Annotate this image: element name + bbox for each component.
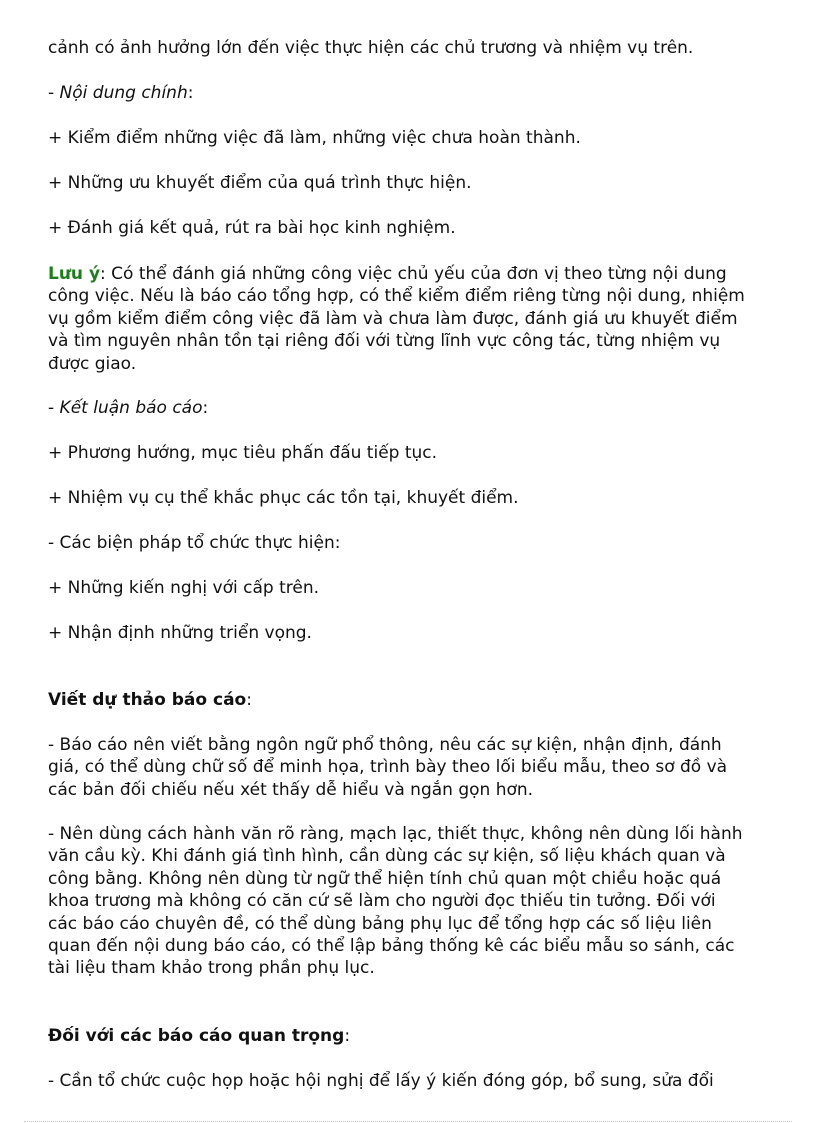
paragraph-line: giá, có thể dùng chữ số để minh họa, trình bày theo lối biểu mẫu, theo sơ đồ và [48, 757, 728, 778]
prefix: - [48, 398, 60, 418]
note-line: vụ gồm kiểm điểm công việc đã làm và chưa làm được, đánh giá ưu khuyết điểm [48, 308, 738, 329]
note-line [48, 263, 778, 285]
list-item: + Nhiệm vụ cụ thể khắc phục các tồn tại, khuyết điểm. [48, 488, 519, 508]
suffix: : [187, 83, 194, 103]
note-line: được giao. [48, 353, 137, 374]
paragraph-line: quan đến nội dung báo cáo, có thể lập bảng thống kê các biểu mẫu so sánh, các [48, 936, 735, 957]
conclusion-label [48, 397, 778, 419]
note-line: và tìm nguyên nhân tồn tại riêng đối với từng lĩnh vực công tác, từng nhiệm vụ [48, 331, 721, 352]
list-item: + Phương hướng, mục tiêu phấn đấu tiếp tục. [48, 443, 438, 463]
list-item: - Các biện pháp tổ chức thực hiện: [48, 533, 341, 553]
heading-text: Đối với các báo cáo quan trọng [48, 1026, 345, 1046]
paragraph-line: - Cần tổ chức cuộc họp hoặc hội nghị để lấy ý kiến đóng góp, bổ sung, sửa đổi [48, 1071, 714, 1091]
section-heading [48, 1025, 778, 1047]
main-content-label [48, 82, 778, 104]
paragraph [48, 823, 778, 980]
label: Nội dung chính [59, 83, 188, 103]
note-text: : Có thể đánh giá những công việc chủ yếu của đơn vị theo từng nội dung [100, 264, 727, 284]
list-item: + Kiểm điểm những việc đã làm, những việc chưa hoàn thành. [48, 128, 581, 148]
heading-suffix: : [344, 1026, 351, 1046]
list-item: + Đánh giá kết quả, rút ra bài học kinh nghiệm. [48, 218, 456, 238]
list-item: + Nhận định những triển vọng. [48, 623, 312, 643]
heading-suffix: : [246, 690, 252, 710]
note-line: công việc. Nếu là báo cáo tổng hợp, có thể kiểm điểm riêng từng nội dung, nhiệm [48, 286, 745, 307]
paragraph-line: các báo cáo chuyên đề, có thể dùng bảng phụ lục để tổng hợp các số liệu liên [48, 913, 712, 934]
label: Kết luận báo cáo [59, 398, 203, 418]
prefix: - [48, 83, 60, 103]
paragraph-line: tài liệu tham khảo trong phần phụ lục. [48, 958, 375, 979]
paragraph [48, 734, 778, 801]
paragraph-line: - Nên dùng cách hành văn rõ ràng, mạch lạc, thiết thực, không nên dùng lối hành [48, 824, 743, 844]
paragraph-line: văn cầu kỳ. Khi đánh giá tình hình, cần dùng các sự kiện, số liệu khách quan và [48, 846, 726, 867]
heading-text: Viết dự thảo báo cáo [48, 690, 247, 710]
page-bottom-divider [24, 1121, 792, 1122]
section-heading [48, 689, 778, 711]
paragraph-line: khoa trương mà không có căn cứ sẽ làm cho người đọc thiếu tin tưởng. Đối với [48, 891, 716, 912]
note-label: Lưu ý [48, 264, 101, 284]
suffix: : [202, 398, 209, 418]
paragraph-line: - Báo cáo nên viết bằng ngôn ngữ phổ thông, nêu các sự kiện, nhận định, đánh [48, 735, 722, 755]
text-line-continuation: cảnh có ảnh hưởng lớn đến việc thực hiện các chủ trương và nhiệm vụ trên. [48, 38, 694, 58]
paragraph-line: công bằng. Không nên dùng từ ngữ thể hiện tính chủ quan một chiều hoặc quá [48, 868, 722, 889]
note-paragraph [48, 263, 778, 375]
paragraph-line: các bản đối chiếu nếu xét thấy dễ hiểu và ngắn gọn hơn. [48, 779, 534, 800]
list-item: + Những kiến nghị với cấp trên. [48, 578, 320, 598]
list-item: + Những ưu khuyết điểm của quá trình thực hiện. [48, 173, 472, 193]
